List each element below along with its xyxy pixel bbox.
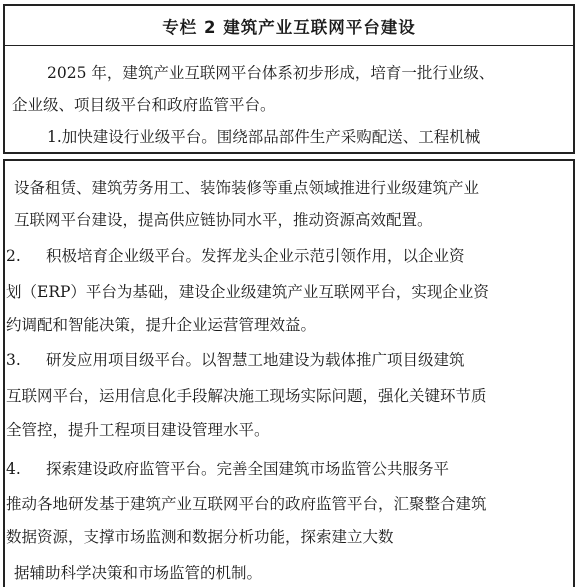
box-title: 专栏 2 建筑产业互联网平台建设	[5, 6, 573, 46]
item3-line-2: 互联网平台，运用信息化手段解决施工现场实际问题，强化关键环节质	[6, 387, 487, 405]
item4-line-1	[6, 459, 449, 479]
item2-number: 2.	[6, 247, 21, 265]
item1-line-2: 互联网平台建设，提高供应链协同水平，推动资源高效配置。	[14, 211, 433, 229]
item3-line-1-text: 研发应用项目级平台。以智慧工地建设为载体推广项目级建筑	[46, 351, 465, 369]
item3-line-3: 全管控，提升工程项目建设管理水平。	[6, 421, 270, 439]
item2-line-2: 划（ERP）平台为基础，建设企业级建筑产业互联网平台，实现企业资	[6, 283, 489, 301]
item3-number: 3.	[6, 351, 21, 369]
item4-line-2: 推动各地研发基于建筑产业互联网平台的政府监管平台，汇聚整合建筑	[6, 495, 487, 513]
intro-line-3: 1.加快建设行业级平台。围绕部品部件生产采购配送、工程机械	[47, 128, 481, 146]
item4-line-4: 据辅助科学决策和市场监管的机制。	[14, 564, 263, 582]
intro-line-2: 企业级、项目级平台和政府监管平台。	[12, 96, 276, 114]
item2-line-3: 约调配和智能决策，提升企业运营管理效益。	[6, 316, 317, 334]
item2-line-1	[6, 246, 465, 266]
item3-line-1	[6, 350, 465, 370]
intro-line-1: 2025 年，建筑产业互联网平台体系初步形成，培育一批行业级、	[47, 64, 495, 82]
item4-number: 4.	[6, 460, 21, 478]
item4-line-3: 数据资源，支撑市场监测和数据分析功能，探索建立大数	[6, 528, 394, 546]
item4-line-1-text: 探索建设政府监管平台。完善全国建筑市场监管公共服务平	[46, 460, 450, 478]
item2-line-1-text: 积极培育企业级平台。发挥龙头企业示范引领作用，以企业资	[46, 247, 465, 265]
item1-line-1: 设备租赁、建筑劳务用工、装饰装修等重点领域推进行业级建筑产业	[14, 179, 480, 197]
